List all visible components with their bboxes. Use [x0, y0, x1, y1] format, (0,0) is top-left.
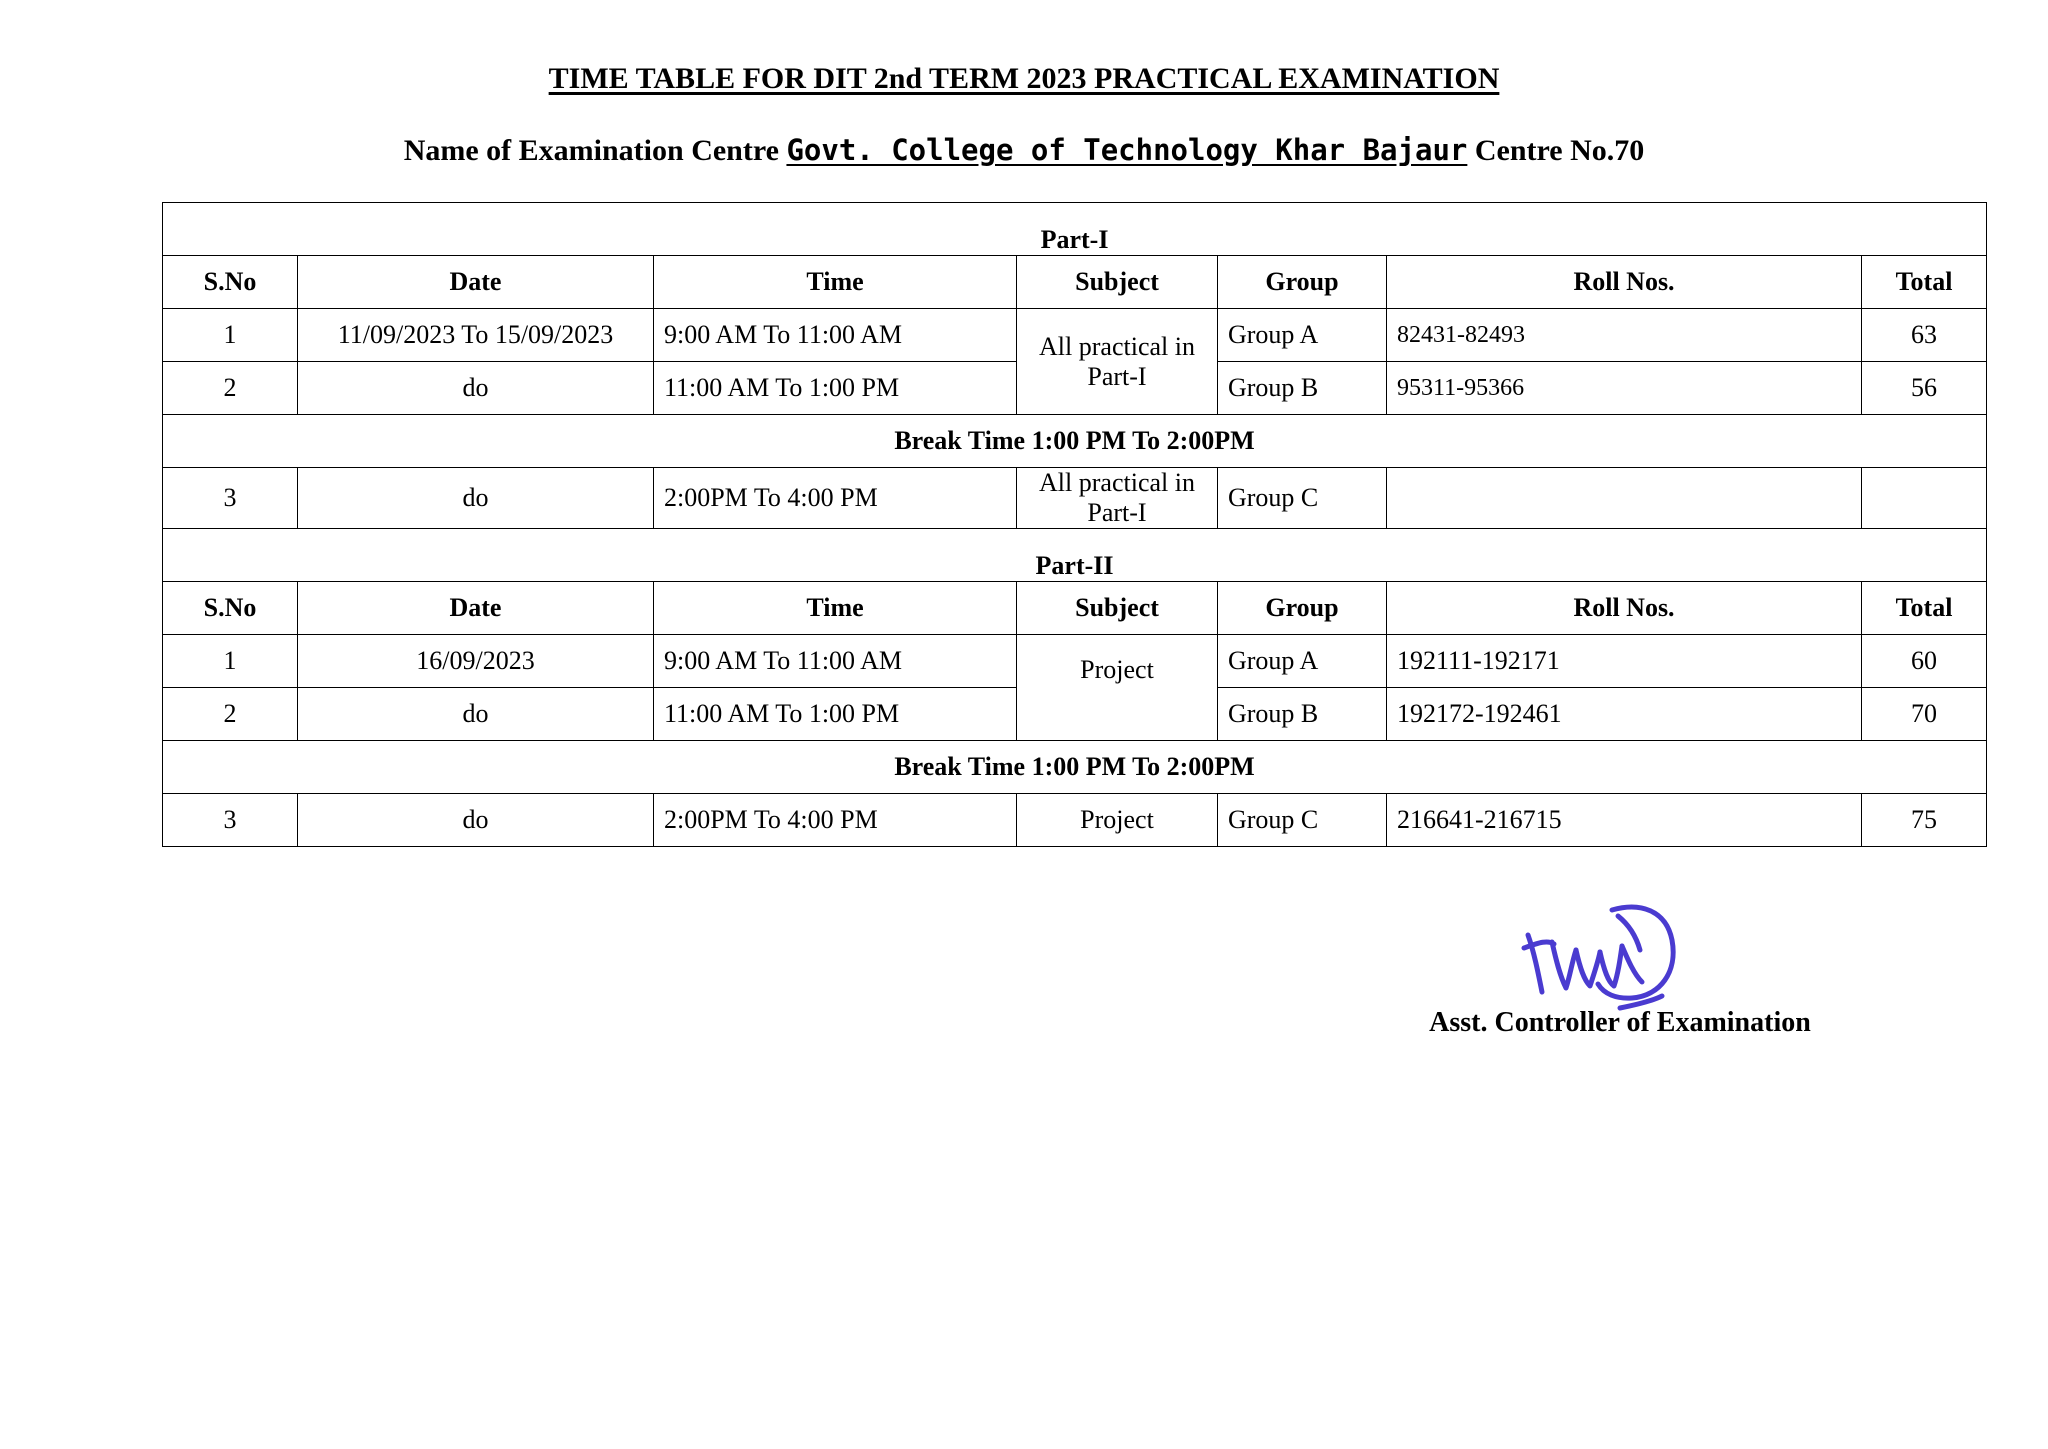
col-time-header: Time	[654, 256, 1017, 309]
centre-line	[0, 133, 2048, 168]
part1-title-row	[163, 203, 1987, 256]
page-title: TIME TABLE FOR DIT 2nd TERM 2023 PRACTICAL EXAMINATION	[548, 62, 1500, 95]
group-cell: Group B	[1218, 362, 1387, 415]
col-time-header: Time	[654, 582, 1017, 635]
col-subject-header: Subject	[1017, 582, 1218, 635]
signatory-title: Asst. Controller of Examination	[1429, 1007, 1811, 1038]
group-cell: Group B	[1218, 688, 1387, 741]
time-cell: 2:00PM To 4:00 PM	[654, 468, 1017, 529]
break-time: Break Time 1:00 PM To 2:00PM	[163, 415, 1987, 468]
date-cell: do	[298, 468, 654, 529]
col-roll-header: Roll Nos.	[1387, 256, 1862, 309]
part2-title-row	[163, 529, 1987, 582]
subject-cell	[1017, 309, 1218, 415]
centre-number: Centre No.70	[1474, 134, 1645, 167]
col-date-header: Date	[298, 256, 654, 309]
sno-cell: 2	[163, 362, 298, 415]
subject-cell: Project	[1017, 794, 1218, 847]
total-cell	[1862, 468, 1987, 529]
roll-cell: 95311-95366	[1387, 362, 1862, 415]
col-roll-header: Roll Nos.	[1387, 582, 1862, 635]
timetable	[162, 202, 1987, 847]
group-cell: Group A	[1218, 309, 1387, 362]
roll-cell: 192172-192461	[1387, 688, 1862, 741]
date-cell: 11/09/2023 To 15/09/2023	[298, 309, 654, 362]
roll-cell: 82431-82493	[1387, 309, 1862, 362]
centre-label: Name of Examination Centre	[403, 134, 779, 167]
part2-title: Part-II	[163, 529, 1987, 582]
time-cell: 11:00 AM To 1:00 PM	[654, 362, 1017, 415]
part1-title: Part-I	[163, 203, 1987, 256]
signature-strokes	[1524, 907, 1673, 1008]
subject-line: Part-I	[1087, 361, 1147, 391]
subject-line: All practical in	[1039, 468, 1195, 497]
roll-cell: 192111-192171	[1387, 635, 1862, 688]
table-row	[163, 794, 1987, 847]
col-group-header: Group	[1218, 256, 1387, 309]
table-row	[163, 309, 1987, 362]
col-sno-header: S.No	[163, 256, 298, 309]
col-group-header: Group	[1218, 582, 1387, 635]
col-total-header: Total	[1862, 582, 1987, 635]
sno-cell: 1	[163, 309, 298, 362]
group-cell: Group A	[1218, 635, 1387, 688]
time-cell: 9:00 AM To 11:00 AM	[654, 635, 1017, 688]
date-cell: do	[298, 794, 654, 847]
table-row	[163, 468, 1987, 529]
date-cell: do	[298, 688, 654, 741]
date-cell: 16/09/2023	[298, 635, 654, 688]
total-cell: 63	[1862, 309, 1987, 362]
break-row	[163, 415, 1987, 468]
subject-line: Part-I	[1087, 498, 1147, 527]
time-cell: 9:00 AM To 11:00 AM	[654, 309, 1017, 362]
roll-cell	[1387, 468, 1862, 529]
table-row	[163, 635, 1987, 688]
break-row	[163, 741, 1987, 794]
col-total-header: Total	[1862, 256, 1987, 309]
col-date-header: Date	[298, 582, 654, 635]
break-time: Break Time 1:00 PM To 2:00PM	[163, 741, 1987, 794]
roll-cell: 216641-216715	[1387, 794, 1862, 847]
centre-name: Govt. College of Technology Khar Bajaur	[786, 133, 1468, 167]
subject-cell	[1017, 468, 1218, 529]
subject-cell: Project	[1017, 635, 1218, 741]
time-cell: 2:00PM To 4:00 PM	[654, 794, 1017, 847]
col-subject-header: Subject	[1017, 256, 1218, 309]
date-cell: do	[298, 362, 654, 415]
total-cell: 60	[1862, 635, 1987, 688]
sno-cell: 3	[163, 794, 298, 847]
total-cell: 70	[1862, 688, 1987, 741]
part2-header-row	[163, 582, 1987, 635]
col-sno-header: S.No	[163, 582, 298, 635]
total-cell: 75	[1862, 794, 1987, 847]
part1-header-row	[163, 256, 1987, 309]
group-cell: Group C	[1218, 468, 1387, 529]
sno-cell: 2	[163, 688, 298, 741]
group-cell: Group C	[1218, 794, 1387, 847]
sno-cell: 3	[163, 468, 298, 529]
subject-line: All practical in	[1039, 331, 1195, 361]
total-cell: 56	[1862, 362, 1987, 415]
sno-cell: 1	[163, 635, 298, 688]
time-cell: 11:00 AM To 1:00 PM	[654, 688, 1017, 741]
